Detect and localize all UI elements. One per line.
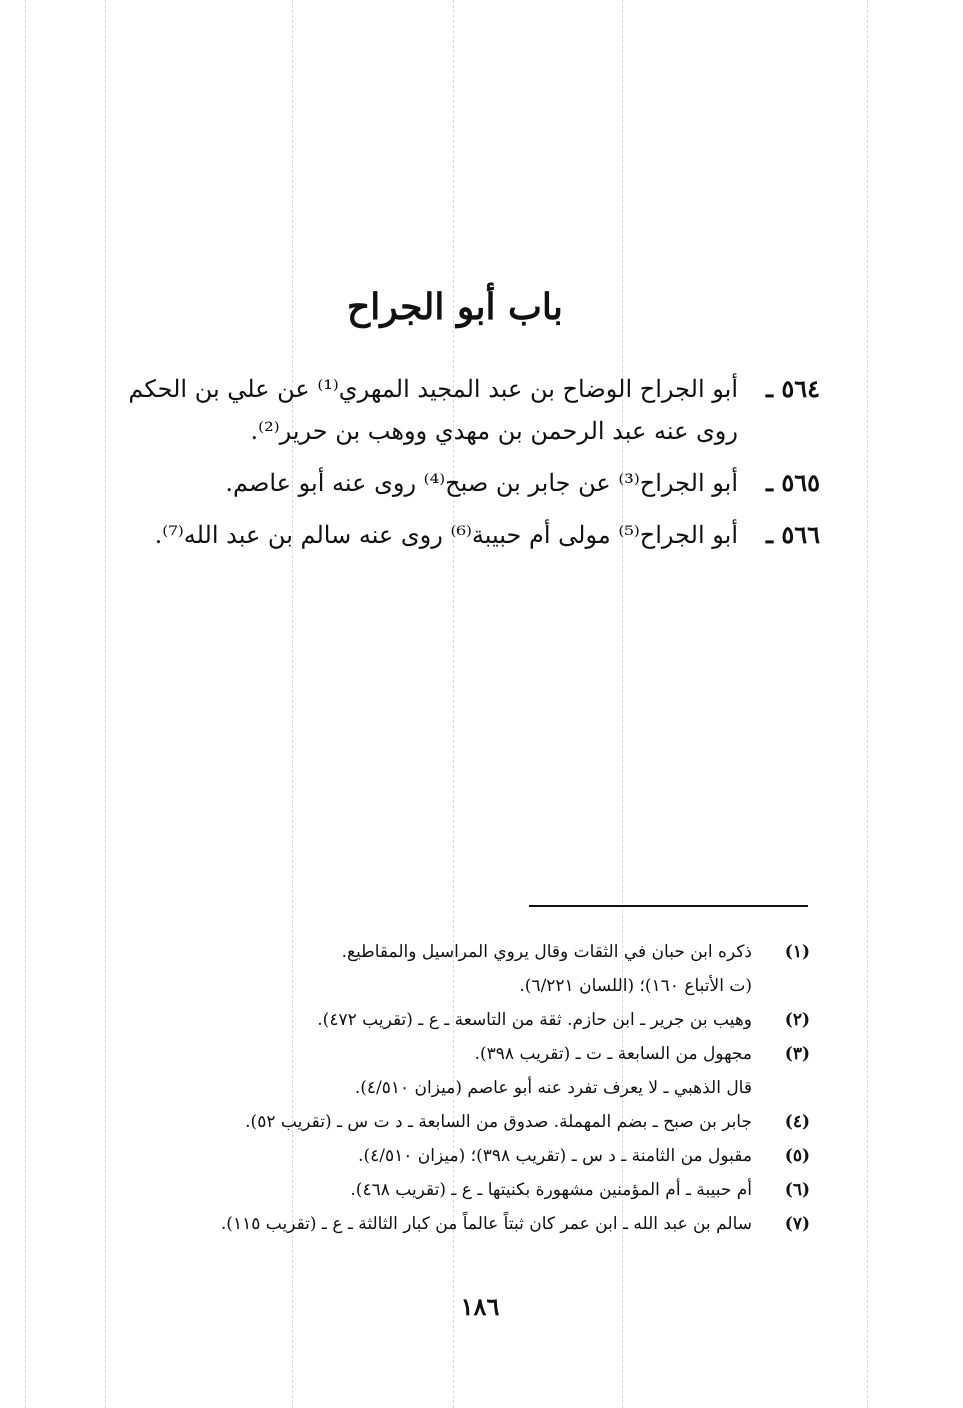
scan-line: [105, 0, 106, 1408]
footnote-number: (٦): [784, 1180, 810, 1200]
entry-text: أبو الجراح الوضاح بن عبد المجيد المهري⁽¹⁾ عن علي بن الحكم روى عنه عبد الرحمن بن مهدي ووهب بن حرير⁽²⁾.: [128, 375, 738, 445]
footnote: [150, 1139, 810, 1173]
footnote-continuation: (ت الأتباع ١٦٠)؛ (اللسان ٦/٢٢١).: [519, 976, 752, 996]
footnote: [150, 1173, 810, 1207]
footnote-number: (٧): [784, 1214, 810, 1234]
footnote-number: (٤): [784, 1112, 810, 1132]
entry-text: أبو الجراح⁽⁵⁾ مولى أم حبيبة⁽⁶⁾ روى عنه سالم بن عبد الله⁽⁷⁾.: [154, 521, 738, 549]
footnote: [150, 1105, 810, 1139]
entry-number: ٥٦٥ ـ: [765, 468, 820, 497]
entry: [100, 514, 820, 556]
entry: [100, 368, 820, 452]
footnote-text: جابر بن صبح ـ بضم المهملة. صدوق من السابعة ـ د ت س ـ (تقريب ٥٢).: [245, 1112, 752, 1132]
footnote-text: مقبول من الثامنة ـ د س ـ (تقريب ٣٩٨)؛ (ميزان ٤/٥١٠).: [358, 1146, 752, 1166]
entry-text: أبو الجراح⁽³⁾ عن جابر بن صبح⁽⁴⁾ روى عنه أبو عاصم.: [225, 469, 738, 497]
footnote-text: سالم بن عبد الله ـ ابن عمر كان ثبتاً عالماً من كبار الثالثة ـ ع ـ (تقريب ١١٥).: [220, 1214, 752, 1234]
page-title: باب أبو الجراح: [347, 286, 563, 329]
entry-number: ٥٦٦ ـ: [765, 520, 820, 549]
entries-section: [100, 368, 820, 566]
footnote-text: مجهول من السابعة ـ ت ـ (تقريب ٣٩٨).: [474, 1044, 752, 1064]
scan-line: [867, 0, 868, 1408]
footnote-number: (٢): [784, 1010, 810, 1030]
footnote: [150, 1037, 810, 1071]
footnote: [150, 935, 810, 969]
footnote-text: أم حبيبة ـ أم المؤمنين مشهورة بكنيتها ـ ع ـ (تقريب ٤٦٨).: [350, 1180, 752, 1200]
footnote-number: (٣): [784, 1044, 810, 1064]
footnote-divider: [529, 905, 808, 907]
footnotes-section: [150, 935, 810, 1241]
entry-number: ٥٦٤ ـ: [765, 374, 820, 403]
footnote-number: (١): [784, 942, 810, 962]
entry: [100, 462, 820, 504]
footnote-continuation: قال الذهبي ـ لا يعرف تفرد عنه أبو عاصم (ميزان ٤/٥١٠).: [354, 1078, 752, 1098]
footnote-number: (٥): [784, 1146, 810, 1166]
footnote: [150, 1003, 810, 1037]
scan-line: [25, 0, 26, 1408]
page-number: ١٨٦: [460, 1292, 500, 1321]
footnote-text: وهيب بن جرير ـ ابن حازم. ثقة من التاسعة ـ ع ـ (تقريب ٤٧٢).: [317, 1010, 752, 1030]
footnote-text: ذكره ابن حبان في الثقات وقال يروي المراسيل والمقاطيع.: [341, 942, 752, 962]
footnote: [150, 1207, 810, 1241]
